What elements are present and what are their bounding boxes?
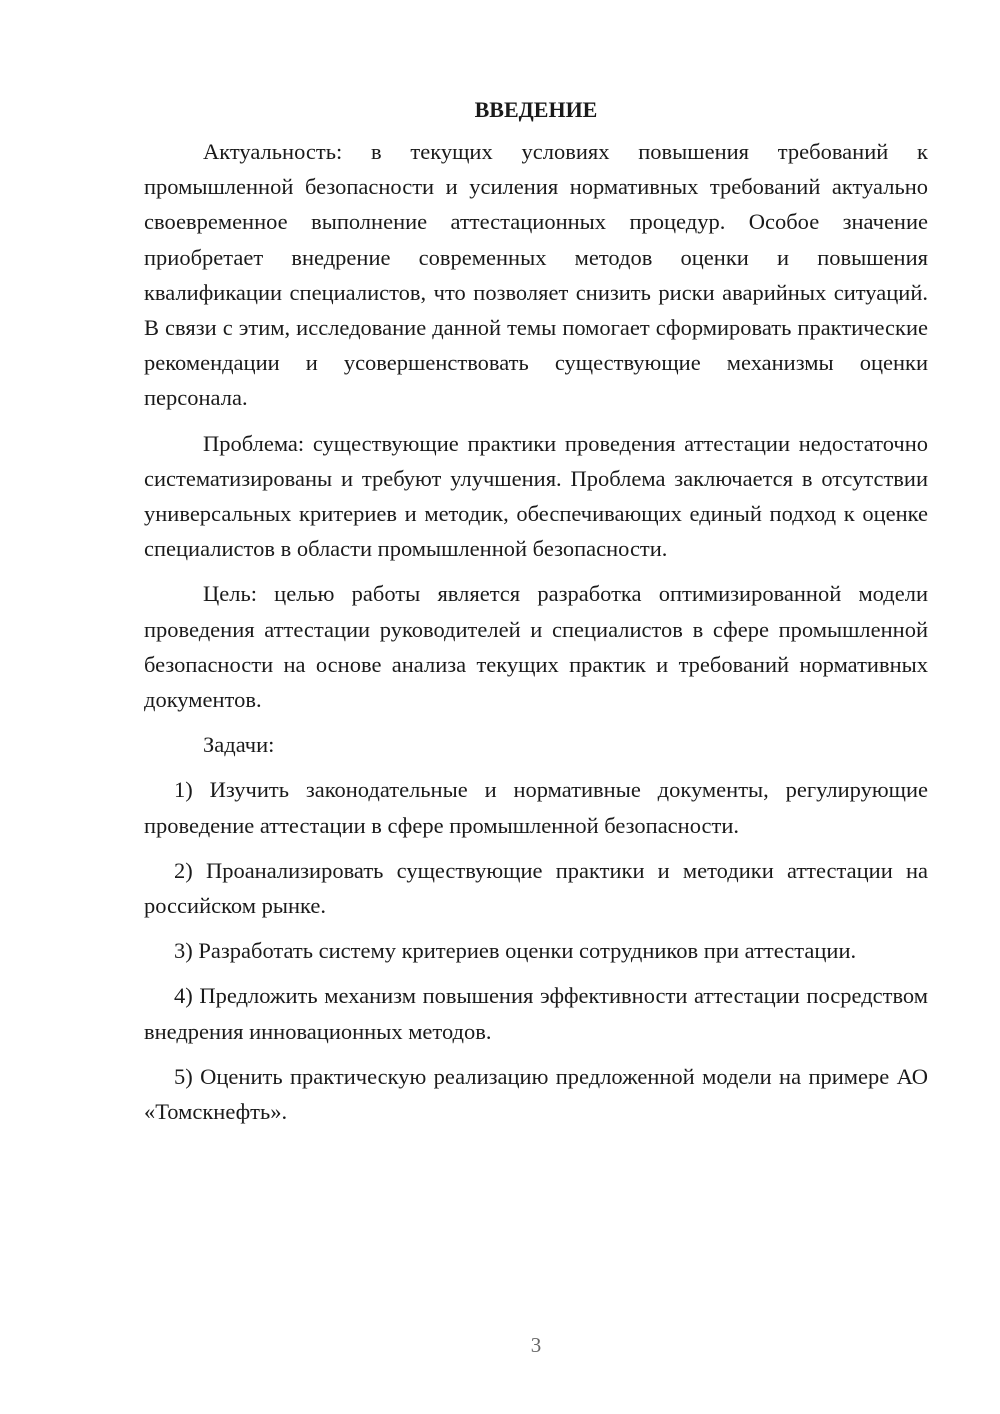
task-item-3: 3) Разработать систему критериев оценки сотрудников при аттестации. [174,938,857,964]
task-item-1: 1) Изучить законодательные и нормативные документы, регулирующие проведение аттестации в сфере промышленной безопасности. [144,777,928,838]
tasks-heading: Задачи: [203,732,275,758]
task-item-5: 5) Оценить практическую реализацию предложенной модели на примере АО «Томскнефть». [144,1063,928,1125]
section-title: ВВЕДЕНИЕ [474,97,598,122]
problem-paragraph: Проблема: существующие практики проведения аттестации недостаточно систематизированы и требуют улучшения. Проблема заключается в отсутствии универсальных критериев и методик, обеспечивающих единый подход к оценке специалистов в области промышленной безопасности. [144,430,928,562]
task-item-4: 4) Предложить механизм повышения эффективности аттестации посредством внедрения инновационных методов. [144,983,928,1044]
document-page [144,92,928,1129]
task-item-2: 2) Проанализировать существующие практики и методики аттестации на российском рынке. [144,857,928,919]
goal-paragraph: Цель: целью работы является разработка оптимизированной модели проведения аттестации руководителей и специалистов в сфере промышленной безопасности на основе анализа текущих практик и требований нормативных документов. [144,581,928,713]
relevance-paragraph: Актуальность: в текущих условиях повышения требований к промышленной безопасности и усиления нормативных требований актуально своевременное выполнение аттестационных процедур. Особое значение приобретает внедрение современных методов оценки и повышения квалификации специалистов, что позволяет снизить риски аварийных ситуаций. В связи с этим, исследование данной темы помогает сформировать практические рекомендации и усовершенствовать существующие механизмы оценки персонала. [144,139,928,411]
page-number: 3 [530,1333,542,1357]
